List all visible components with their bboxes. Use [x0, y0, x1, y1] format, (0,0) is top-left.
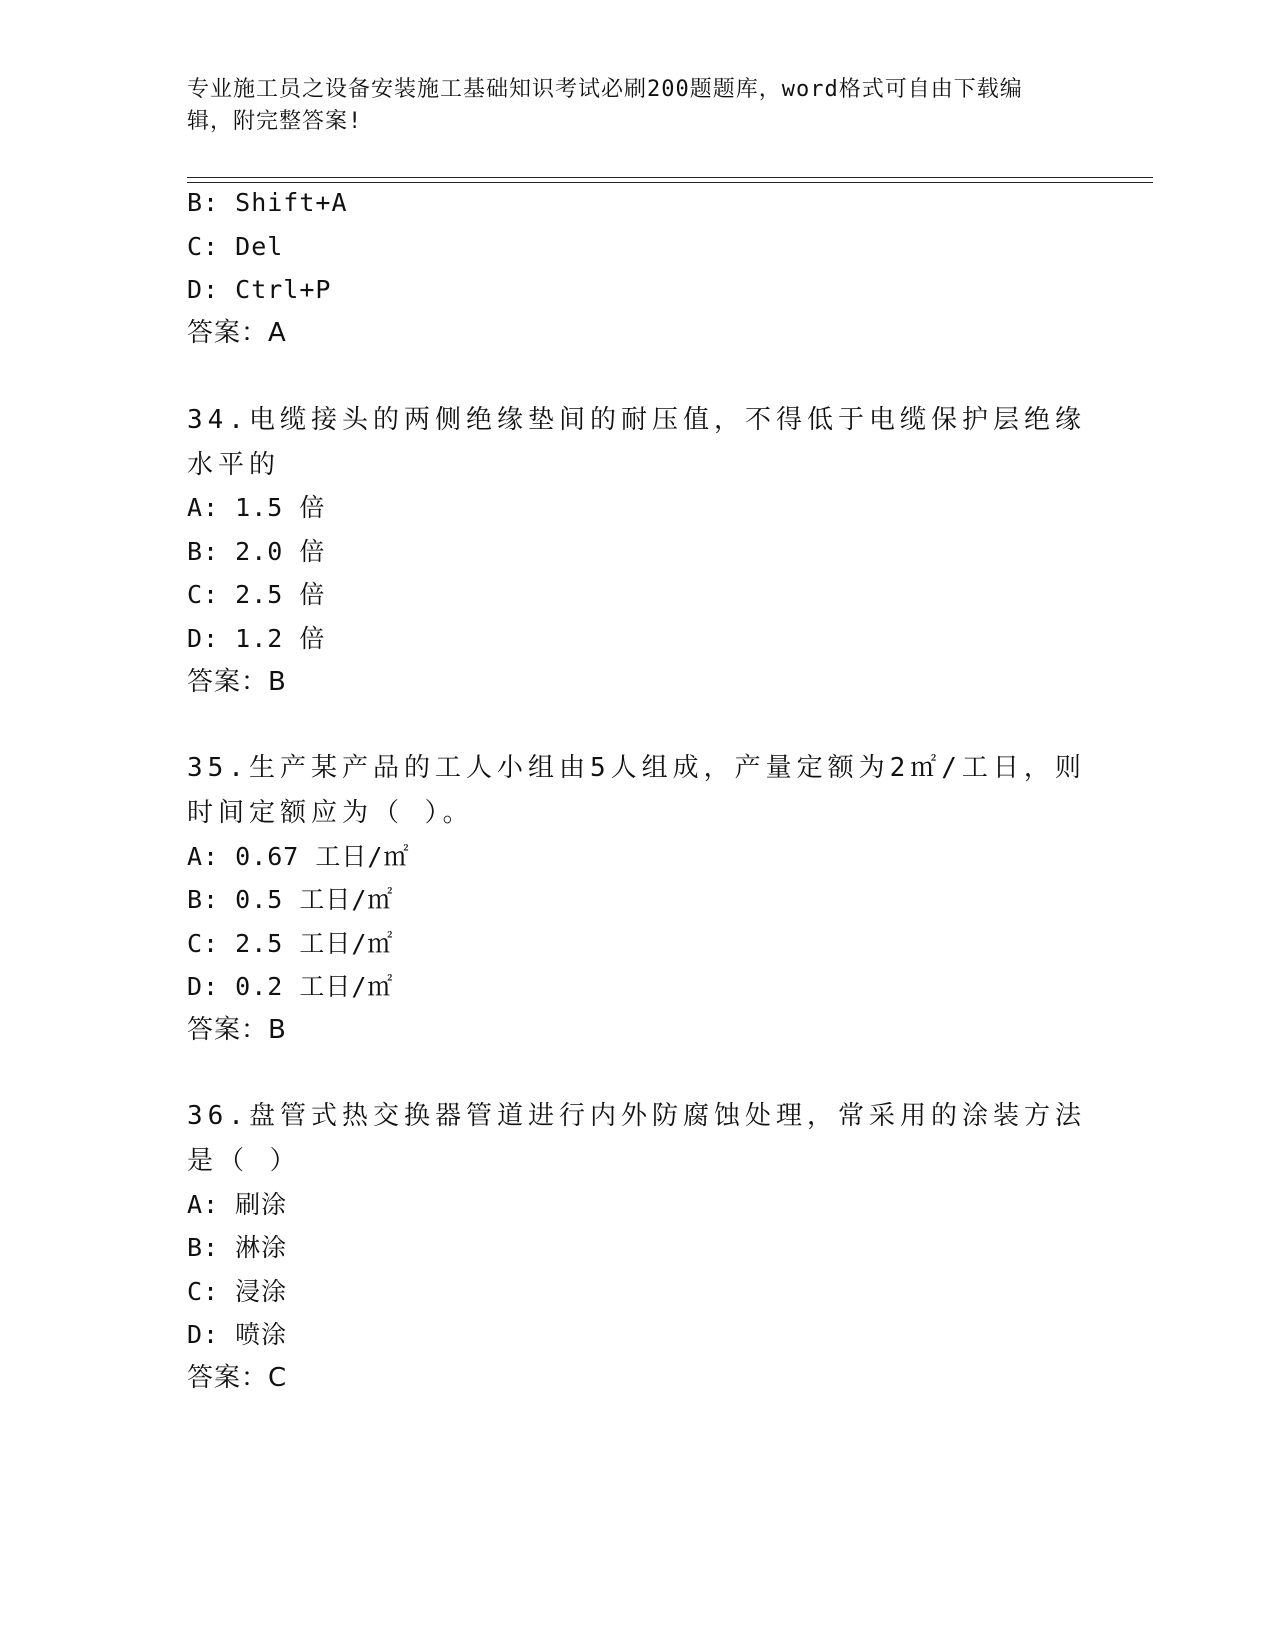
- option-a: A: 1.5 倍: [187, 493, 326, 522]
- option-d: D: 0.2 工日/㎡: [187, 972, 394, 1001]
- option-c: C: 2.5 工日/㎡: [187, 929, 394, 958]
- answer-label: 答案：B: [187, 1015, 287, 1045]
- answer-label: 答案：C: [187, 1363, 288, 1393]
- option-b: B: 0.5 工日/㎡: [187, 885, 394, 914]
- option-d: D: Ctrl+P: [187, 275, 332, 304]
- option-a: A: 0.67 工日/㎡: [187, 842, 410, 871]
- option-b: B: Shift+A: [187, 188, 348, 217]
- option-a: A: 刷涂: [187, 1190, 288, 1219]
- answer-label: 答案：B: [187, 667, 287, 697]
- question-text: 35.生产某产品的工人小组由5人组成，产量定额为2㎡/工日，则时间定额应为（ ）。: [187, 753, 1086, 828]
- question-text: 34.电缆接头的两侧绝缘垫间的耐压值，不得低于电缆保护层绝缘水平的: [187, 405, 1086, 480]
- option-d: D: 1.2 倍: [187, 624, 326, 653]
- question-text: 36.盘管式热交换器管道进行内外防腐蚀处理，常采用的涂装方法是（ ）: [187, 1101, 1086, 1176]
- option-c: C: 浸涂: [187, 1277, 288, 1306]
- option-c: C: 2.5 倍: [187, 580, 326, 609]
- option-c: C: Del: [187, 232, 284, 261]
- header-divider-bottom: [187, 182, 1153, 183]
- option-d: D: 喷涂: [187, 1320, 288, 1349]
- document-header: 专业施工员之设备安装施工基础知识考试必刷200题题库，word格式可自由下载编辑，附完整答案!: [187, 77, 1023, 134]
- option-b: B: 淋涂: [187, 1233, 288, 1262]
- answer-label: 答案：A: [187, 318, 287, 348]
- option-b: B: 2.0 倍: [187, 537, 326, 566]
- header-divider-top: [187, 177, 1153, 178]
